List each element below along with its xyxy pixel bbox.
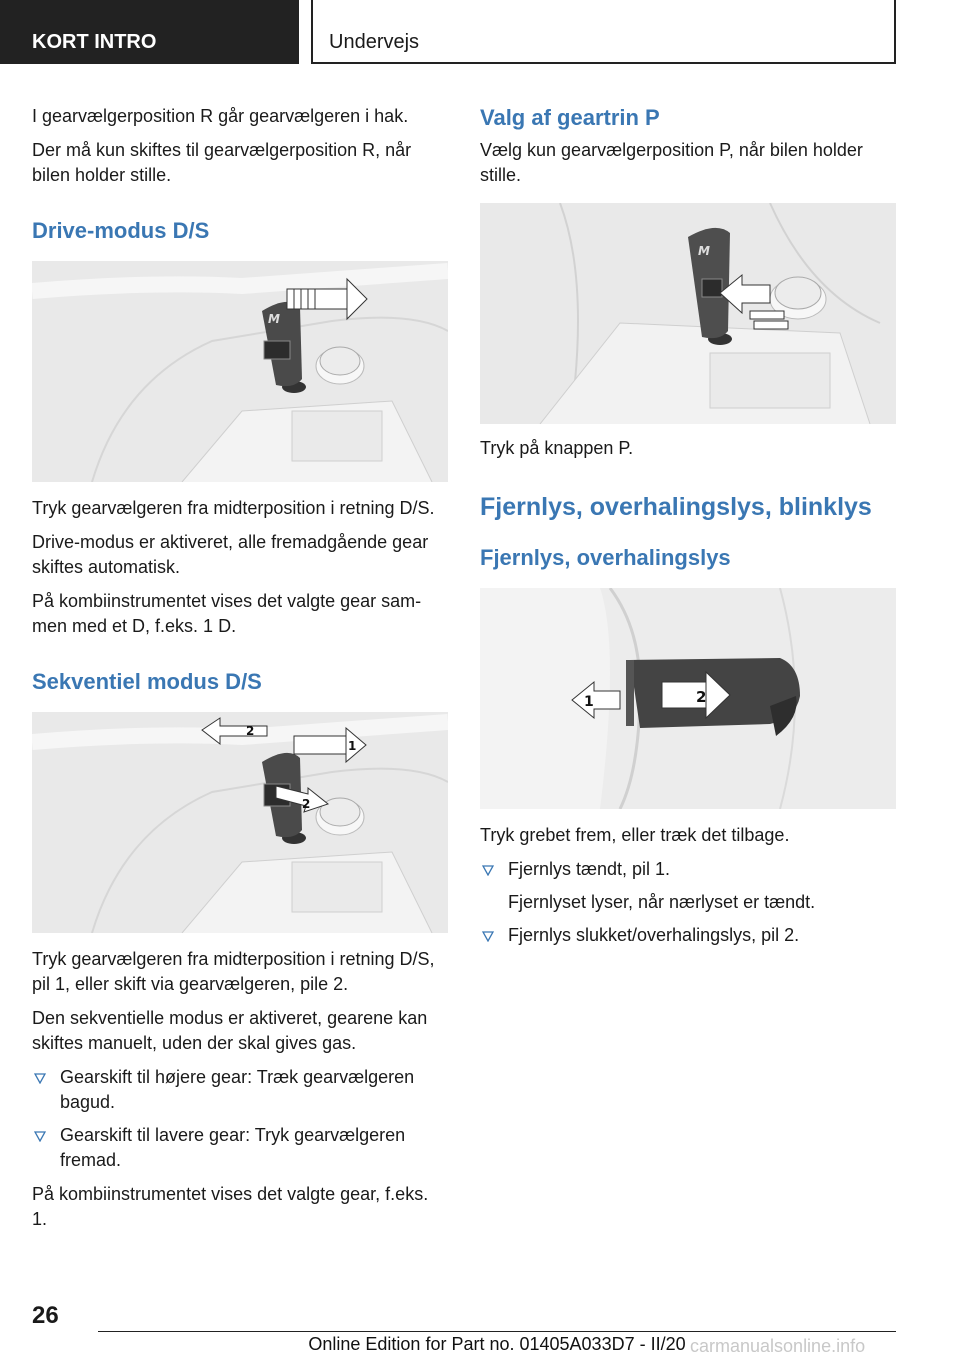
heading-lights: Fjernlys, overhalingslys, blinklys bbox=[480, 493, 872, 521]
gear-selector-sequential-illustration bbox=[32, 712, 448, 933]
paragraph: Den sekventielle modus er aktiveret, gearene kan skiftes manuelt, uden der skal gives gas. bbox=[32, 1008, 428, 1053]
m-logo: M bbox=[268, 312, 280, 326]
svg-text:1: 1 bbox=[584, 694, 594, 710]
paragraph: Drive-modus er aktiveret, alle fremadgående gear skiftes automatisk. bbox=[32, 532, 429, 577]
paragraph: Tryk grebet frem, eller træk det tilbage. bbox=[480, 825, 790, 845]
paragraph: Tryk på knappen P. bbox=[480, 438, 634, 458]
park-button-illustration bbox=[480, 203, 896, 424]
paragraph: Tryk gearvælgeren fra midterposition i retning D/S. bbox=[32, 498, 435, 518]
paragraph: Tryk gearvælgeren fra midterposition i retning D/S, pil 1, eller skift via gearvælgeren, pile 2. bbox=[32, 949, 435, 994]
watermark: carmanualsonline.info bbox=[690, 1336, 866, 1356]
paragraph: Der må kun skiftes til gearvælgerposition R, når bilen holder stille. bbox=[32, 140, 412, 185]
heading-drive-mode: Drive-modus D/S bbox=[32, 218, 210, 243]
chapter-tab: Undervejs bbox=[311, 0, 896, 64]
triangle-bullet-icon bbox=[34, 1131, 46, 1142]
bullet-list bbox=[480, 857, 896, 948]
svg-text:M: M bbox=[698, 244, 710, 258]
svg-text:2: 2 bbox=[696, 688, 707, 706]
svg-text:2: 2 bbox=[246, 724, 255, 738]
list-item: Fjernlys slukket/overhalingslys, pil 2. bbox=[480, 923, 896, 948]
paragraph: På kombiinstrumentet vises det valgte gear, f.eks. 1. bbox=[32, 1184, 429, 1229]
page-number: 26 bbox=[32, 1302, 59, 1329]
svg-text:1: 1 bbox=[348, 739, 357, 753]
bullet-list bbox=[32, 1065, 448, 1173]
section-tab: KORT INTRO bbox=[0, 0, 299, 64]
list-item: Fjernlys tændt, pil 1. Fjernlyset lyser, når nærlyset er tændt. bbox=[480, 857, 896, 915]
triangle-bullet-icon bbox=[482, 865, 494, 876]
heading-high-beam: Fjernlys, overhalingslys bbox=[480, 545, 731, 570]
right-column bbox=[480, 104, 896, 957]
triangle-bullet-icon bbox=[34, 1073, 46, 1084]
svg-text:2: 2 bbox=[302, 797, 311, 811]
heading-sequential-mode: Sekventiel modus D/S bbox=[32, 669, 262, 694]
heading-park: Valg af geartrin P bbox=[480, 105, 660, 130]
list-item-detail: Fjernlyset lyser, når nærlyset er tændt. bbox=[508, 892, 816, 912]
footer-divider bbox=[98, 1331, 896, 1332]
triangle-bullet-icon bbox=[482, 931, 494, 942]
paragraph: I gearvælgerposition R går gearvælgeren i hak. bbox=[32, 106, 409, 126]
left-column bbox=[32, 104, 448, 1241]
list-item: Gearskift til højere gear: Træk gearvælgeren bagud. bbox=[32, 1065, 448, 1115]
paragraph: Vælg kun gearvælgerposition P, når bilen holder stille. bbox=[480, 140, 863, 185]
paragraph: På kombiinstrumentet vises det valgte gear sam‐men med et D, f.eks. 1 D. bbox=[32, 591, 422, 636]
footer-edition: Online Edition for Part no. 01405A033D7 - II/20 bbox=[308, 1334, 686, 1354]
gear-selector-drive-illustration bbox=[32, 261, 448, 482]
light-stalk-illustration bbox=[480, 588, 896, 809]
list-item: Gearskift til lavere gear: Tryk gearvælgeren fremad. bbox=[32, 1123, 448, 1173]
